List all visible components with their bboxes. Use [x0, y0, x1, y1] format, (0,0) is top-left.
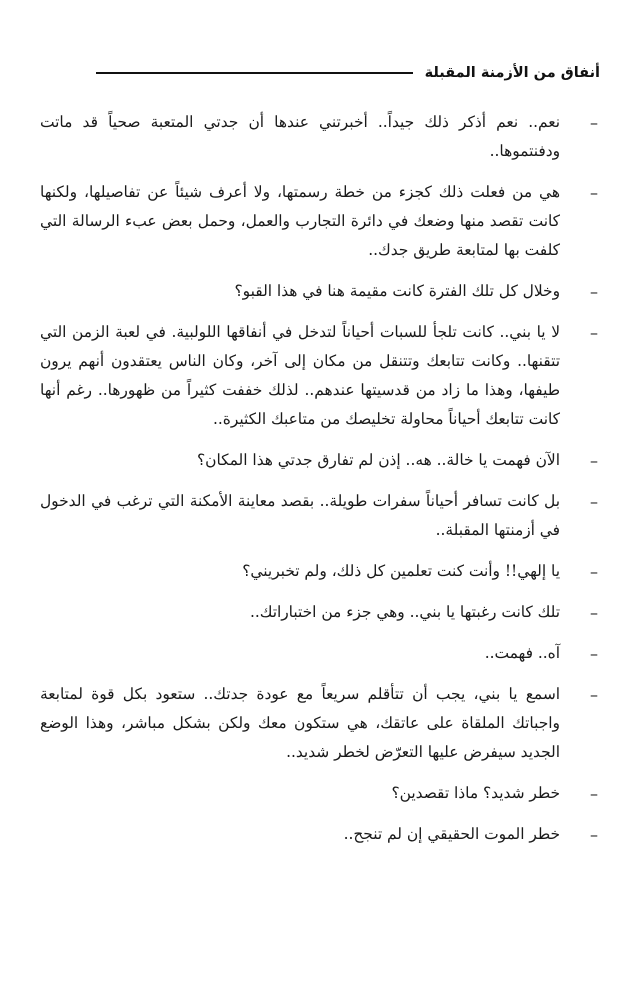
dialogue-line	[40, 178, 600, 265]
dialogue-text: تلك كانت رغبتها يا بني.. وهي جزء من اختباراتك..	[249, 603, 560, 621]
dialogue-dash: –	[590, 282, 598, 301]
dialogue-text: يا إلهي!! وأنت كنت تعلمين كل ذلك، ولم تخبريني؟	[242, 562, 560, 580]
dialogue-text: هي من فعلت ذلك كجزء من خطة رسمتها، ولا أعرف شيئاً عن تفاصيلها، ولكنها كانت تقصد منها وضعك في دائرة التجارب والعمل، وحمل بعض عبء الرسالة التي كلفت بها لمتابعة طريق جدك..	[40, 183, 560, 259]
dialogue-dash: –	[590, 451, 598, 470]
dialogue-line	[40, 446, 600, 475]
dialogue-line	[40, 639, 600, 668]
dialogue-text: خطر شديد؟ ماذا تقصدين؟	[391, 784, 560, 802]
dialogue-text: لا يا بني.. كانت تلجأ للسبات أحياناً لتدخل في أنفاقها اللولبية. في لعبة الزمن التي تتقنها.. وكانت تتابعك وتتنقل من مكان إلى آخر، وكان الناس يعتقدون أنهم يرون طيفها، وهذا ما زاد من قدسيتها عندهم.. لذلك خففت كثيراً من ظهورها.. رغم أنها كانت تتابعك أحياناً محاولة تخليصك من متاعبك الكثيرة..	[40, 323, 560, 428]
dialogue-dash: –	[590, 492, 598, 511]
dialogue-dash: –	[590, 825, 598, 844]
dialogue-dash: –	[590, 562, 598, 581]
dialogue-text: بل كانت تسافر أحياناً سفرات طويلة.. بقصد معاينة الأمكنة التي ترغب في الدخول في أزمنتها المقبلة..	[40, 492, 560, 539]
dialogue-line	[40, 680, 600, 767]
dialogue-text: خطر الموت الحقيقي إن لم تنجح..	[343, 825, 560, 843]
dialogue-list	[40, 108, 600, 861]
dialogue-dash: –	[590, 603, 598, 622]
dialogue-line	[40, 318, 600, 434]
dialogue-text: اسمع يا بني، يجب أن تتأقلم سريعاً مع عودة جدتك.. ستعود بكل قوة لمتابعة واجباتك الملقاة على عاتقك، هي ستكون معك ولكن بشكل مباشر، وهذا الوضع الجديد سيفرض عليها التعرّض لخطر شديد..	[40, 685, 560, 761]
dialogue-text: آه.. فهمت..	[484, 644, 560, 662]
dialogue-dash: –	[590, 784, 598, 803]
dialogue-line	[40, 779, 600, 808]
dialogue-dash: –	[590, 685, 598, 704]
dialogue-line	[40, 820, 600, 849]
header-rule	[96, 72, 413, 74]
dialogue-line	[40, 598, 600, 627]
dialogue-text: وخلال كل تلك الفترة كانت مقيمة هنا في هذا القبو؟	[234, 282, 560, 300]
running-title: أنفاق من الأزمنة المقبلة	[424, 65, 600, 81]
dialogue-line	[40, 487, 600, 545]
dialogue-dash: –	[590, 323, 598, 342]
dialogue-dash: –	[590, 113, 598, 132]
dialogue-dash: –	[590, 183, 598, 202]
dialogue-line	[40, 557, 600, 586]
dialogue-text: نعم.. نعم أذكر ذلك جيداً.. أخبرتني عندها أن جدتي المتعبة صحياً قد ماتت ودفنتموها..	[40, 113, 560, 160]
dialogue-line	[40, 108, 600, 166]
dialogue-line	[40, 277, 600, 306]
running-header	[96, 58, 600, 88]
dialogue-text: الآن فهمت يا خالة.. هه.. إذن لم تفارق جدتي هذا المكان؟	[197, 451, 560, 469]
dialogue-dash: –	[590, 644, 598, 663]
